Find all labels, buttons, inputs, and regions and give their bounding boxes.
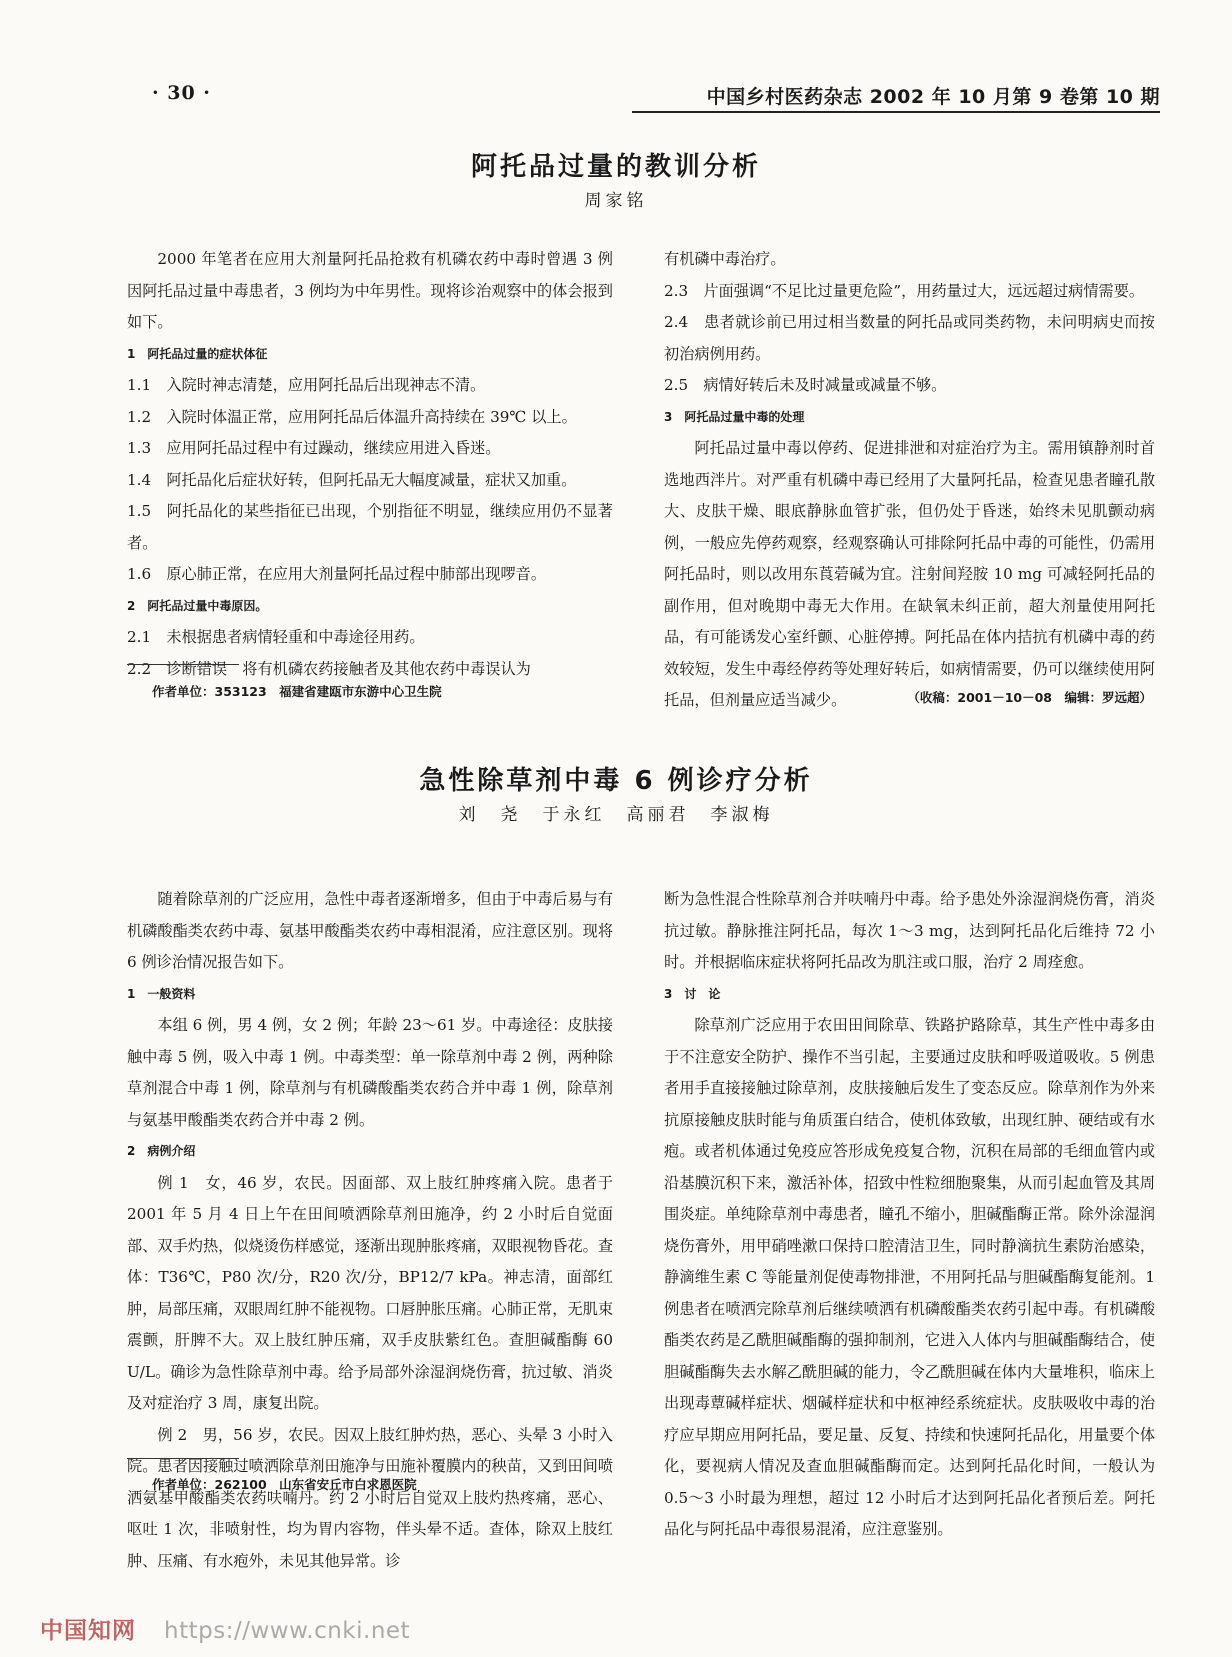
cnki-url: https://www.cnki.net	[164, 1618, 411, 1644]
article1-left-column	[127, 244, 613, 685]
cnki-watermark	[40, 1612, 410, 1645]
body-paragraph: 例 1 女，46 岁，农民。因面部、双上肢红肿疼痛入院。患者于 2001 年 5 月 4 日上午在田间喷洒除草剂田施净，约 2 小时后自觉面部、双手灼热，似烧烫伤样感觉，逐渐出现肿胀疼痛，双眼视物昏花。查体：T36℃，P80 次/分，R20 次/分，BP12/7 kPa。神志清，面部红肿，局部压痛，双眼周红肿不能视物。口唇肿胀压痛。心肺正常，无肌束震颤，肝脾不大。双上肢红肿压痛，双手皮肤紫红色。查胆碱酯酶 60 U/L。确诊为急性除草剂中毒。给予局部外涂湿润烧伤膏，抗过敏、消炎及对症治疗 3 周，康复出院。	[127, 1173, 613, 1412]
article2-affiliation: 作者单位：262100 山东省安丘市白求恩医院	[152, 1477, 417, 1492]
article1-author: 周家铭	[584, 191, 648, 211]
numbered-item: 1.4 阿托品化后症状好转，但阿托品无大幅度减量，症状又加重。	[127, 470, 577, 489]
numbered-item: 2.1 未根据患者病情轻重和中毒途径用药。	[127, 628, 425, 646]
numbered-item: 1.6 原心肺正常，在应用大剂量阿托品过程中肺部出现啰音。	[127, 565, 547, 583]
section-heading: 2 阿托品过量中毒原因。	[127, 598, 268, 613]
section-heading: 2 病例介绍	[127, 1144, 196, 1158]
cnki-logo: 中国知网	[40, 1618, 136, 1644]
body-paragraph: 例 2 男，56 岁，农民。因双上肢红肿灼热，恶心、头晕 3 小时入院。患者因接触过喷洒除草剂田施净与田施补覆膜内的秧苗，又到田间喷洒氨基甲酸酯类农药呋喃丹。约 2 小时后自觉双上肢灼热疼痛，恶心、呕吐 1 次，非喷射性，均为胃内容物，伴头晕不适。查体，除双上肢红肿、压痛、有水疱外，未见其他异常。诊	[127, 1425, 613, 1570]
section-heading: 1 阿托品过量的症状体征	[127, 346, 268, 361]
body-paragraph: 2000 年笔者在应用大剂量阿托品抢救有机磷农药中毒时曾遇 3 例因阿托品过量中毒患者，3 例均为中年男性。现将诊治观察中的体会报到如下。	[127, 250, 613, 331]
article2-left-column	[127, 884, 613, 1577]
numbered-item: 2.3 片面强调“不足比过量更危险”，用药量过大，远远超过病情需要。	[664, 281, 1145, 300]
body-paragraph: 除草剂广泛应用于农田田间除草、铁路护路除草，其生产性中毒多由于不注意安全防护、操作不当引起，主要通过皮肤和呼吸道吸收。5 例患者用手直接接触过除草剂，皮肤接触后发生了变态反应。除草剂作为外来抗原接触皮肤时能与角质蛋白结合，使机体致敏，出现红肿、硬结或有水疱。或者机体通过免疫应答形成免疫复合物，沉积在局部的毛细血管内或沿基膜沉积下来，激活补体，招致中性粒细胞聚集，从而引起血管及其周围炎症。单纯除草剂中毒患者，瞳孔不缩小，胆碱酯酶正常。除外涂湿润烧伤膏外，用甲硝唑漱口保持口腔清洁卫生，同时静滴抗生素防治感染，静滴维生素 C 等能量剂促使毒物排泄，不用阿托品与胆碱酯酶复能剂。1 例患者在喷洒完除草剂后继续喷洒有机磷酸酯类农药引起中毒。有机磷酸酯类农药是乙酰胆碱酯酶的强抑制剂，它进入人体内与胆碱酯酶结合，使胆碱酯酶失去水解乙酰胆碱的能力，令乙酰胆碱在体内大量堆积，临床上出现毒蕈碱样症状、烟碱样症状和中枢神经系统症状。皮肤吸收中毒的治疗应早期应用阿托品，要足量、反复、持续和快速阿托品化，用量要个体化，要视病人情况及查血胆碱酯酶而定。达到阿托品化时间，一般认为 0.5～3 小时最为理想，超过 12 小时后才达到阿托品化者预后差。阿托品化与阿托品中毒很易混淆，应注意鉴别。	[664, 1016, 1155, 1538]
article2-title: 急性除草剂中毒 6 例诊疗分析	[419, 766, 813, 796]
numbered-item: 1.3 应用阿托品过程中有过躁动，继续应用进入昏迷。	[127, 439, 501, 457]
journal-header: 中国乡村医药杂志 2002 年 10 月第 9 卷第 10 期	[706, 86, 1160, 108]
footnote-rule-2	[127, 1458, 239, 1459]
article1-right-column	[664, 244, 1155, 717]
numbered-item: 2.5 病情好转后未及时减量或减量不够。	[664, 376, 947, 394]
article1-received: （收稿：2001－10－08 编辑：罗远超）	[907, 690, 1152, 705]
body-paragraph: 阿托品过量中毒以停药、促进排泄和对症治疗为主。需用镇静剂时首选地西泮片。对严重有机磷中毒已经用了大量阿托品，检查见患者瞳孔散大、皮肤干燥、眼底静脉血管扩张，但仍处于昏迷，始终未见肌颤动病例，一般应先停药观察，经观察确认可排除阿托品中毒的可能性，仍需用阿托品时，则以改用东莨菪碱为宜。注射间羟胺 10 mg 可减轻阿托品的副作用，但对晚期中毒无大作用。在缺氧未纠正前，超大剂量使用阿托品，有可能诱发心室纤颤、心脏停搏。阿托品在体内拮抗有机磷中毒的药效较短，发生中毒经停药等处理好转后，如病情需要，仍可以继续使用阿托品，但剂量应适当减少。	[664, 439, 1155, 709]
section-heading: 3 讨 论	[664, 986, 721, 1001]
page-number: · 30 ·	[152, 82, 211, 104]
numbered-item: 有机磷中毒治疗。	[664, 250, 786, 268]
numbered-item: 断为急性混合性除草剂合并呋喃丹中毒。给予患处外涂湿润烧伤膏，消炎抗过敏。静脉推注阿托品，每次 1～3 mg，达到阿托品化后维持 72 小时。并根据临床症状将阿托品改为肌注或口服，治疗 2 周痊愈。	[664, 890, 1155, 971]
numbered-item: 2.4 患者就诊前已用过相当数量的阿托品或同类药物，未问明病史而按初治病例用药。	[664, 313, 1155, 363]
body-paragraph: 随着除草剂的广泛应用，急性中毒者逐渐增多，但由于中毒后易与有机磷酸酯类农药中毒、氨基甲酸酯类农药中毒相混淆，应注意区别。现将 6 例诊治情况报告如下。	[127, 890, 614, 971]
numbered-item: 1.2 入院时体温正常，应用阿托品后体温升高持续在 39℃ 以上。	[127, 407, 577, 426]
article1-title: 阿托品过量的教训分析	[470, 152, 761, 182]
article2-authors: 刘 尧 于永红 高丽君 李淑梅	[458, 805, 774, 825]
numbered-item: 1.1 入院时神志清楚，应用阿托品后出现神志不清。	[127, 376, 486, 394]
header-rule	[632, 111, 1160, 113]
numbered-item: 1.5 阿托品化的某些指征已出现，个别指征不明显，继续应用仍不显著者。	[127, 502, 613, 552]
body-paragraph: 本组 6 例，男 4 例，女 2 例；年龄 23～61 岁。中毒途径：皮肤接触中毒 5 例，吸入中毒 1 例。中毒类型：单一除草剂中毒 2 例，两种除草剂混合中毒 1 例，除草剂与有机磷酸酯类农药合并中毒 1 例，除草剂与氨基甲酸酯类农药合并中毒 2 例。	[127, 1016, 613, 1129]
numbered-item: 2.2 诊断错误 将有机磷农药接触者及其他农药中毒误认为	[127, 659, 531, 678]
section-heading: 3 阿托品过量中毒的处理	[664, 409, 805, 424]
footnote-rule-1	[127, 664, 239, 665]
section-heading: 1 一般资料	[127, 986, 196, 1001]
article1-affiliation: 作者单位：353123 福建省建瓯市东游中心卫生院	[152, 684, 442, 699]
article2-right-column	[664, 884, 1155, 1546]
